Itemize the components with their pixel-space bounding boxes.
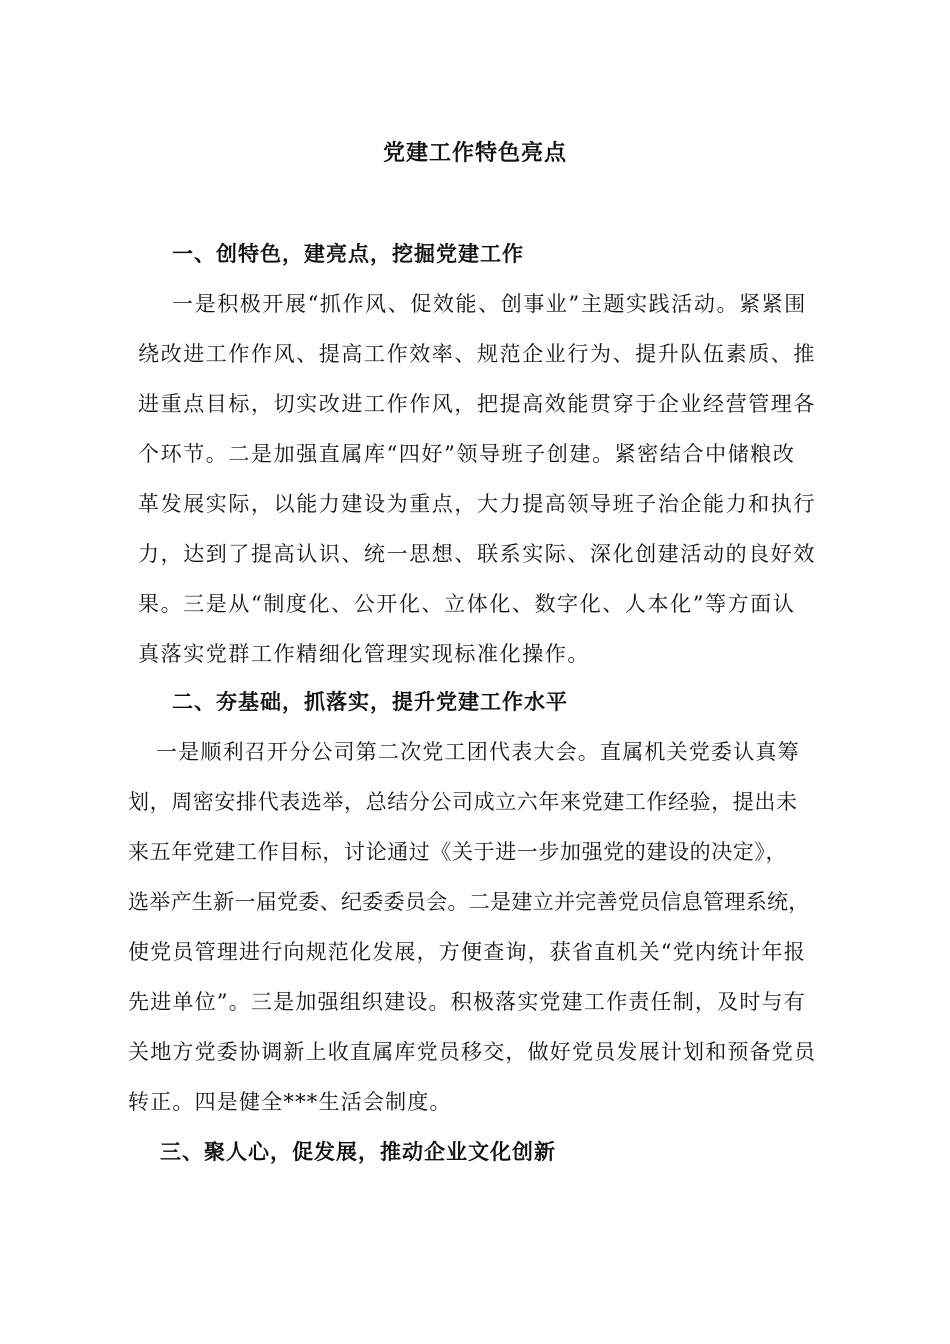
section-heading-3: 三、聚人心，促发展，推动企业文化创新 [160,1140,556,1164]
section1-line-3: 进重点目标，切实改进工作作风，把提高效能贯穿于企业经营管理各 [138,392,816,416]
section2-line-2: 划，周密安排代表选举，总结分公司成立六年来党建工作经验，提出未 [128,790,798,814]
page-title: 党建工作特色亮点 [382,141,567,166]
section1-line-4: 个环节。二是加强直属库“四好”领导班子创建。紧密结合中储粮改 [138,442,796,466]
section1-line-1: 一是积极开展“抓作风、促效能、创事业”主题实践活动。紧紧围 [172,292,807,316]
section-heading-2: 二、夯基础，抓落实，提升党建工作水平 [172,690,568,714]
section1-line-6: 力，达到了提高认识、统一思想、联系实际、深化创建活动的良好效 [138,542,816,566]
section1-line-8: 真落实党群工作精细化管理实现标准化操作。 [138,642,590,666]
section2-line-3: 来五年党建工作目标，讨论通过《关于进一步加强党的建设的决定》， [128,840,788,864]
section-heading-1: 一、创特色，建亮点，挖掘党建工作 [172,242,524,266]
section2-line-8: 转正。四是健全***生活会制度。 [128,1090,452,1114]
section2-line-1: 一是顺利召开分公司第二次党工团代表大会。直属机关党委认真筹 [156,740,800,764]
section1-line-7: 果。三是从“制度化、公开化、立体化、数字化、人本化”等方面认 [138,592,796,616]
section1-line-2: 绕改进工作作风、提高工作效率、规范企业行为、提升队伍素质、推 [138,342,816,366]
section2-line-6: 先进单位”。三是加强组织建设。积极落实党建工作责任制，及时与有 [128,990,806,1014]
section2-line-4: 选举产生新一届党委、纪委委员会。二是建立并完善党员信息管理系统， [128,890,810,914]
section2-line-7: 关地方党委协调新上收直属库党员移交，做好党员发展计划和预备党员 [128,1040,817,1064]
section1-line-5: 革发展实际，以能力建设为重点，大力提高领导班子治企能力和执行 [138,492,816,516]
section2-line-5: 使党员管理进行向规范化发展，方便查询，获省直机关“党内统计年报 [128,940,806,964]
